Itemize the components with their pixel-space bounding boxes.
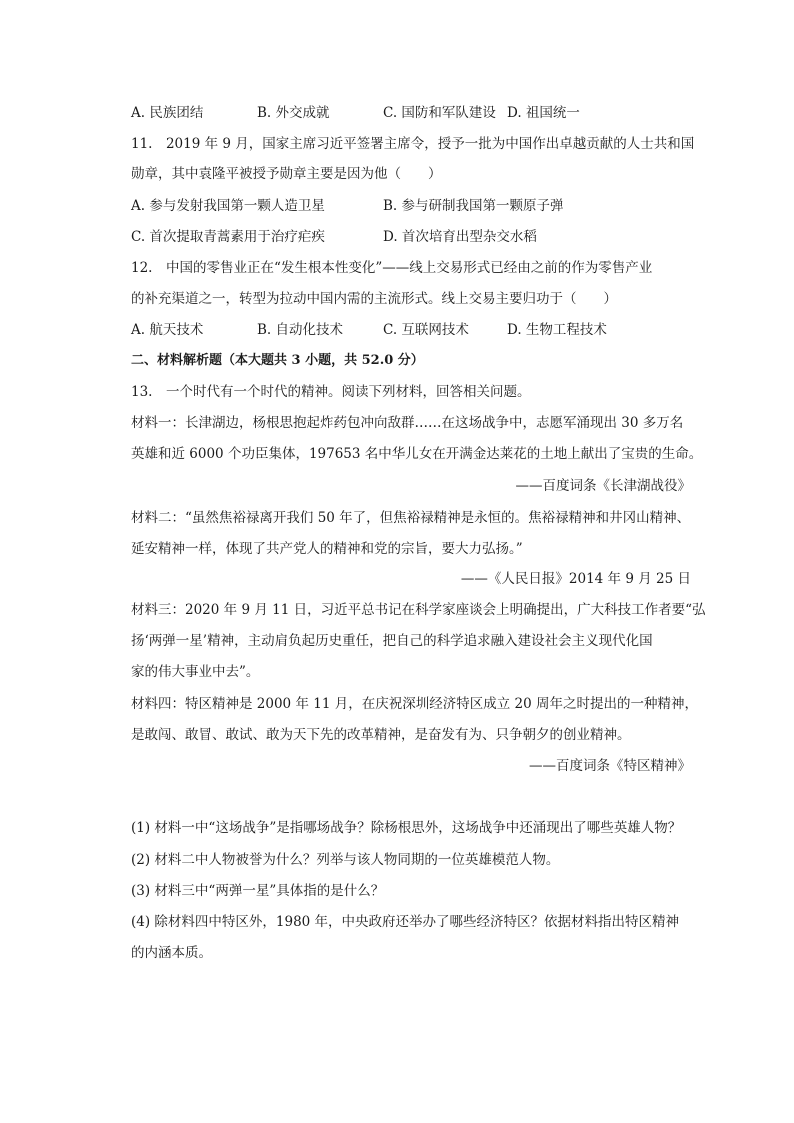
- material2-source: ——《人民日报》2014 年 9 月 25 日: [460, 571, 691, 587]
- material1-line2: 英雄和近 6000 个功臣集体，197653 名中华儿女在开满金达莱花的土地上献出了宝贵的生命。: [131, 446, 703, 462]
- sub-question-4-line1: (4) 除材料四中特区外，1980 年，中央政府还举办了哪些经济特区？依据材料指出特区精神: [131, 914, 680, 930]
- q10-option-c: C. 国防和军队建设: [383, 105, 496, 121]
- material4-line2: 是敢闯、敢冒、敢试、敢为天下先的改革精神，是奋发有为、只争朝夕的创业精神。: [131, 727, 631, 743]
- sub-question-4-line2: 的内涵本质。: [131, 945, 212, 961]
- q12-stem-line1: 12. 中国的零售业正在“发生根本性变化”——线上交易形式已经由之前的作为零售产业: [131, 260, 653, 276]
- q11-option-d: D. 首次培育出型杂交水稻: [383, 229, 537, 245]
- sub-question-2: (2) 材料二中人物被誉为什么？列举与该人物同期的一位英雄模范人物。: [131, 852, 560, 868]
- q10-option-b: B. 外交成就: [257, 105, 330, 121]
- q11-stem-line1: 11. 2019 年 9 月，国家主席习近平签署主席令，授予一批为中国作出卓越贡献的人士共和国: [131, 136, 695, 152]
- material2-line1: 材料二：“虽然焦裕禄离开我们 50 年了，但焦裕禄精神是永恒的。焦裕禄精神和井冈山精神、: [131, 510, 691, 526]
- material3-line2: 扬‘两弹一星’精神，主动肩负起历史重任，把自己的科学追求融入建设社会主义现代化国: [131, 633, 653, 649]
- q11-option-b: B. 参与研制我国第一颗原子弹: [383, 198, 564, 214]
- q12-option-a: A. 航天技术: [131, 322, 204, 338]
- q11-option-c: C. 首次提取青蒿素用于治疗疟疾: [131, 229, 325, 245]
- material2-line2: 延安精神一样，体现了共产党人的精神和党的宗旨，要大力弘扬。”: [131, 541, 523, 557]
- q10-option-d: D. 祖国统一: [507, 105, 580, 121]
- section-title: 二、材料解析题（本大题共 3 小题，共 52.0 分）: [131, 353, 424, 368]
- q12-option-d: D. 生物工程技术: [507, 322, 607, 338]
- q11-stem-line2: 勋章，其中袁隆平被授予勋章主要是因为他（ ）: [131, 166, 442, 182]
- material4-source: ——百度词条《特区精神》: [529, 758, 691, 774]
- q13-intro: 13. 一个时代有一个时代的精神。阅读下列材料，回答相关问题。: [131, 384, 531, 400]
- material4-line1: 材料四：特区精神是 2000 年 11 月，在庆祝深圳经济特区成立 20 周年之时提出的一种精神，: [131, 696, 698, 712]
- q10-option-a: A. 民族团结: [131, 105, 204, 121]
- material3-line1: 材料三：2020 年 9 月 11 日，习近平总书记在科学家座谈会上明确提出，广大科技工作者要“弘: [131, 602, 706, 618]
- material1-source: ——百度词条《长津湖战役》: [515, 478, 691, 494]
- sub-question-3: (3) 材料三中“两弹一星”具体指的是什么？: [131, 883, 385, 899]
- q12-option-b: B. 自动化技术: [257, 322, 344, 338]
- q12-stem-line2: 的补充渠道之一，转型为拉动中国内需的主流形式。线上交易主要归功于（ ）: [131, 291, 617, 307]
- q12-option-c: C. 互联网技术: [383, 322, 469, 338]
- q11-option-a: A. 参与发射我国第一颗人造卫星: [131, 198, 325, 214]
- material1-line1: 材料一：长津湖边，杨根思抱起炸药包冲向敌群……在这场战争中，志愿军涌现出 30 多万名: [131, 415, 684, 431]
- material3-line3: 家的伟大事业中去”。: [131, 664, 260, 680]
- sub-question-1: (1) 材料一中“这场战争”是指哪场战争？除杨根思外，这场战争中还涌现出了哪些英雄人物？: [131, 820, 682, 836]
